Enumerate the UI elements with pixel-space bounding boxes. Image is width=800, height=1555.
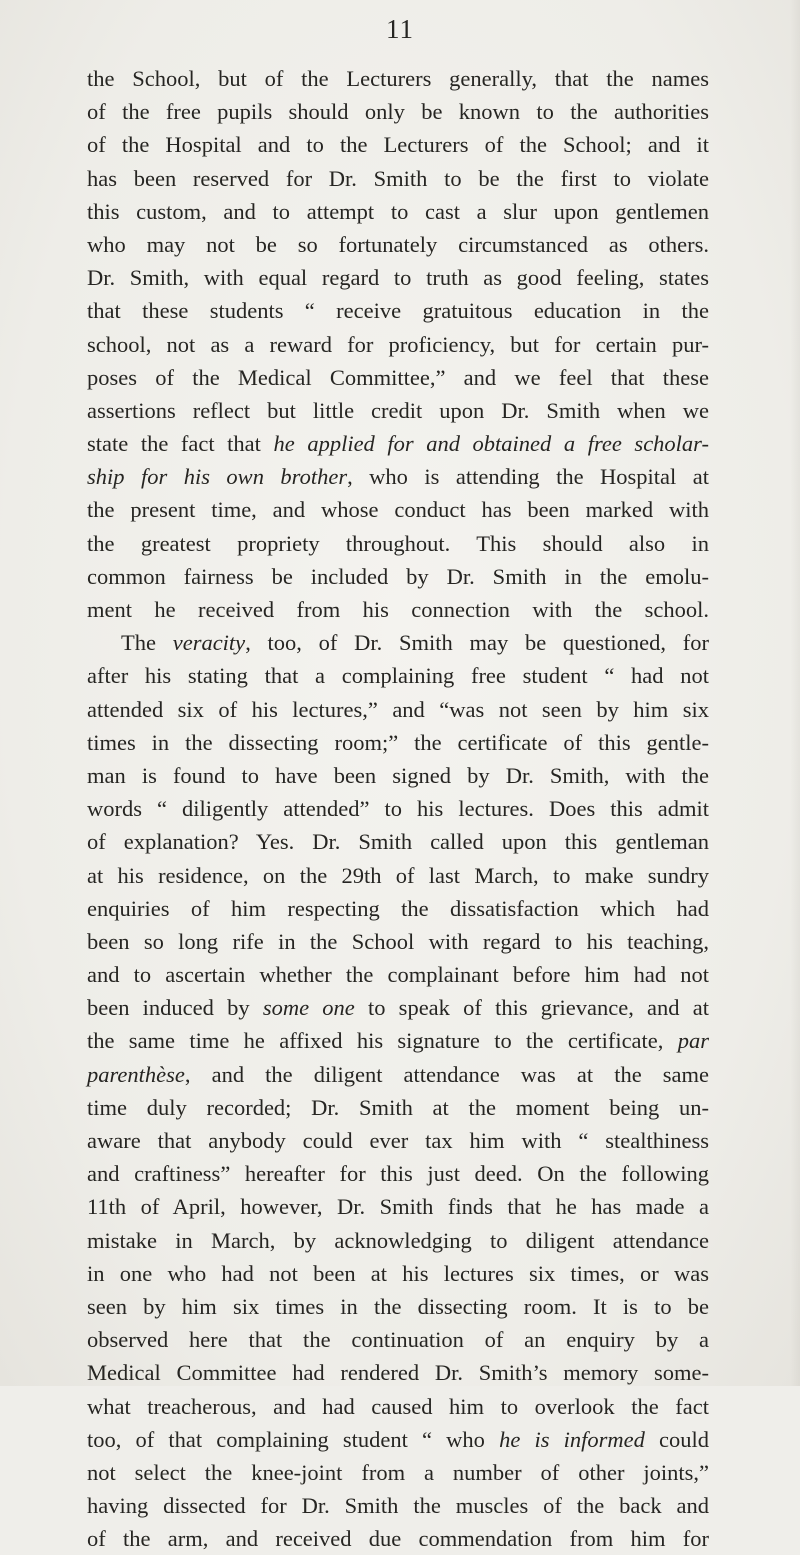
text-run: , and the diligent attendance was at the same <box>184 1061 709 1087</box>
text-line <box>87 759 709 792</box>
text-line <box>87 925 709 958</box>
text-run: to speak of this grievance, and at <box>354 995 709 1021</box>
text-run: aware that anybody could ever tax him with “ stealthiness <box>87 1128 709 1153</box>
text-line <box>87 228 709 261</box>
text-line <box>87 1390 709 1423</box>
text-line <box>87 527 709 560</box>
text-line <box>87 328 709 361</box>
text-line <box>87 1290 709 1323</box>
text-line <box>87 659 709 692</box>
text-line <box>87 825 709 858</box>
text-line <box>87 991 709 1024</box>
text-line <box>87 1058 709 1091</box>
text-run: having dissected for Dr. Smith the muscles of the back and <box>87 1493 709 1519</box>
text-line <box>87 792 709 825</box>
page-edge-shadow <box>790 0 800 1386</box>
text-run: school, not as a reward for proficiency, but for certain pur- <box>87 331 709 357</box>
text-line <box>87 726 709 759</box>
text-line <box>87 1456 709 1489</box>
text-line <box>87 1224 709 1257</box>
text-line <box>87 394 709 427</box>
text-run: assertions reflect but little credit upon Dr. Smith when we <box>87 397 709 423</box>
text-line <box>87 1157 709 1190</box>
text-line <box>87 427 709 460</box>
text-run: The <box>121 630 173 656</box>
text-run: state the fact that <box>87 431 274 457</box>
text-line <box>87 195 709 228</box>
text-line <box>87 162 709 195</box>
text-run: common fairness be included by Dr. Smith in the emolu- <box>87 563 709 589</box>
text-run: attended six of his lectures,” and “was not seen by him six <box>87 696 709 722</box>
text-run: time duly recorded; Dr. Smith at the moment being un- <box>87 1094 709 1120</box>
text-line <box>87 493 709 526</box>
text-run: seen by him six times in the dissecting room. It is to be <box>87 1293 709 1319</box>
text-line <box>87 361 709 394</box>
text-run: not select the knee-joint from a number of other joints,” <box>87 1459 709 1485</box>
text-run: of the Hospital and to the Lecturers of the School; and it <box>87 132 709 158</box>
text-line <box>87 1356 709 1389</box>
italic-text-run: some one <box>262 995 355 1021</box>
text-run: what treacherous, and had caused him to overlook the fact <box>87 1393 709 1419</box>
text-run: ment he received from his connection with the school. <box>87 597 709 622</box>
text-run: the present time, and whose conduct has been marked with <box>87 497 709 523</box>
text-run: observed here that the continuation of an enquiry by a <box>87 1327 709 1353</box>
text-run: Dr. Smith, with equal regard to truth as good feeling, states <box>87 265 709 291</box>
text-line <box>87 1323 709 1356</box>
text-run: this custom, and to attempt to cast a slur upon gentlemen <box>87 198 709 224</box>
text-line <box>87 1522 709 1555</box>
text-line <box>87 128 709 161</box>
text-run: , who is attending the Hospital at <box>347 464 709 490</box>
text-run: the same time he affixed his signature to the certificate, <box>87 1028 678 1054</box>
text-run: in one who had not been at his lectures six times, or was <box>87 1260 709 1286</box>
text-run: at his residence, on the 29th of last March, to make sundry <box>87 862 709 888</box>
text-line <box>87 1190 709 1223</box>
text-run: been induced by <box>87 995 263 1021</box>
text-line <box>87 460 709 493</box>
text-run: enquiries of him respecting the dissatisfaction which had <box>87 895 709 921</box>
text-run: and to ascertain whether the complainant before him had not <box>87 962 709 988</box>
text-line <box>87 593 709 626</box>
text-line <box>87 1024 709 1057</box>
text-line <box>87 1423 709 1456</box>
text-run: after his stating that a complaining free student “ had not <box>87 663 709 689</box>
text-run: poses of the Medical Committee,” and we feel that these <box>87 364 709 390</box>
text-run: 11th of April, however, Dr. Smith finds that he has made a <box>87 1194 709 1220</box>
text-line <box>87 1124 709 1157</box>
text-line <box>87 1091 709 1124</box>
text-line <box>87 62 709 95</box>
text-run: of explanation? Yes. Dr. Smith called upon this gentleman <box>87 829 709 855</box>
text-run: of the arm, and received due commendation from him for <box>87 1526 709 1552</box>
text-run: of the free pupils should only be known to the authorities <box>87 99 709 125</box>
text-run: mistake in March, by acknowledging to diligent attendance <box>87 1227 709 1253</box>
text-run: Medical Committee had rendered Dr. Smith’s memory some- <box>87 1360 709 1386</box>
italic-text-run: veracity <box>172 630 246 656</box>
text-line <box>87 1257 709 1290</box>
text-run: the greatest propriety throughout. This should also in <box>87 530 709 556</box>
text-line <box>87 693 709 726</box>
text-run: been so long rife in the School with regard to his teaching, <box>87 928 709 954</box>
italic-text-run: par <box>677 1028 709 1054</box>
text-line <box>87 626 709 659</box>
text-run: man is found to have been signed by Dr. Smith, with the <box>87 762 709 788</box>
text-line <box>87 958 709 991</box>
italic-text-run: he applied for and obtained a free scholar- <box>273 431 709 457</box>
text-run: words “ diligently attended” to his lectures. Does this admit <box>87 796 709 822</box>
text-run: that these students “ receive gratuitous education in the <box>87 298 709 324</box>
text-run: , too, of Dr. Smith may be questioned, for <box>245 630 710 656</box>
text-line <box>87 294 709 327</box>
page-number: 11 <box>386 14 414 44</box>
text-run: could <box>644 1426 709 1452</box>
text-line <box>87 95 709 128</box>
text-line <box>87 261 709 294</box>
text-run: too, of that complaining student “ who <box>87 1426 500 1452</box>
text-line <box>87 560 709 593</box>
text-run: has been reserved for Dr. Smith to be the first to violate <box>87 165 709 191</box>
text-run: who may not be so fortunately circumstanced as others. <box>87 231 709 257</box>
italic-text-run: parenthèse <box>87 1061 185 1087</box>
text-line <box>87 859 709 892</box>
text-run: the School, but of the Lecturers generally, that the names <box>87 66 709 91</box>
text-line <box>87 1489 709 1522</box>
text-line <box>87 892 709 925</box>
text-run: times in the dissecting room;” the certificate of this gentle- <box>87 729 709 755</box>
italic-text-run: ship for his own brother <box>87 464 348 490</box>
text-run: and craftiness” hereafter for this just deed. On the following <box>87 1161 709 1187</box>
italic-text-run: he is informed <box>499 1426 645 1452</box>
body-text <box>87 62 709 1555</box>
